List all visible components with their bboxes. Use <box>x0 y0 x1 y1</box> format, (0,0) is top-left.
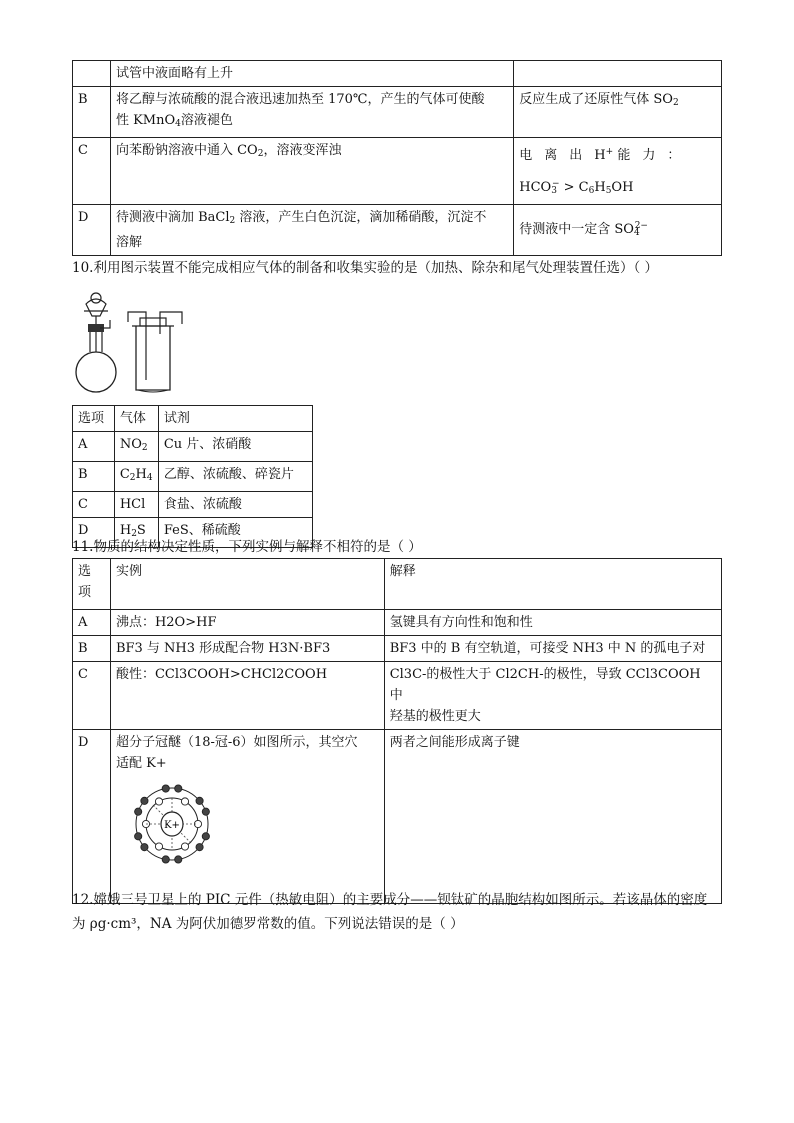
table-row <box>73 205 722 256</box>
crown-ether-icon <box>126 778 218 870</box>
table-row <box>73 462 313 492</box>
table-row <box>73 61 722 87</box>
table-row <box>73 636 722 662</box>
k-ion-label: K+ <box>164 820 180 831</box>
option-cell: A <box>73 610 111 636</box>
ring-atom <box>141 797 148 804</box>
ring-atom <box>175 785 182 792</box>
table-header-row <box>73 559 722 610</box>
header-option: 选项 <box>73 406 115 432</box>
q9-table <box>72 60 722 256</box>
gas-cell: $NO_2$ <box>114 432 158 462</box>
ring-atom <box>202 833 209 840</box>
table-row <box>73 432 313 462</box>
ring-atom <box>135 833 142 840</box>
option-cell: D <box>73 730 111 904</box>
explain-cell: Cl3C-的极性大于 Cl2CH-的极性，导致 CCl3COOH 中 羟基的极性更大 <box>384 662 721 730</box>
ring-atom <box>181 798 188 805</box>
separatory-funnel-flask-icon <box>72 290 192 395</box>
option-cell: C <box>73 662 111 730</box>
table-header-row <box>73 406 313 432</box>
header-explain: 解释 <box>384 559 721 610</box>
conclusion-cell: 电离出H+ 能力： $HCO_3^- > C_6H_5OH$ <box>514 138 722 205</box>
conclusion-cell: 待测液中一定含 $SO_4^{2-}$ <box>514 205 722 256</box>
table-row <box>73 87 722 138</box>
reagent-cell: FeS、稀硫酸 <box>158 518 312 548</box>
experiment-cell: 向苯酚钠溶液中通入 $CO_2$，溶液变浑浊 <box>110 138 513 205</box>
reagent-cell: 食盐、浓硫酸 <box>158 492 312 518</box>
explain-cell: 两者之间能形成离子键 <box>384 730 721 904</box>
option-cell: C <box>73 138 111 205</box>
explain-cell: 氢键具有方向性和饱和性 <box>384 610 721 636</box>
table-row <box>73 662 722 730</box>
header-reagent: 试剂 <box>158 406 312 432</box>
ring-atom <box>202 808 209 815</box>
ring-atom <box>141 844 148 851</box>
gas-cell: $C_2H_4$ <box>114 462 158 492</box>
q10-stem: 10.利用图示装置不能完成相应气体的制备和收集实验的是（加热、除杂和尾气处理装置任选）（ ） <box>72 260 659 276</box>
table-row <box>73 492 313 518</box>
header-gas: 气体 <box>114 406 158 432</box>
q11-stem: 11.物质的结构决定性质，下列实例与解释不相符的是（ ） <box>72 539 422 555</box>
reagent-cell: Cu 片、浓硝酸 <box>158 432 312 462</box>
header-option: 选 项 <box>73 559 111 610</box>
option-cell: C <box>73 492 115 518</box>
table-row <box>73 610 722 636</box>
reagent-cell: 乙醇、浓硫酸、碎瓷片 <box>158 462 312 492</box>
q12-line2: 为 ρg·cm³，NA 为阿伏加德罗常数的值。下列说法错误的是（ ） <box>72 916 464 932</box>
experiment-cell: 试管中液面略有上升 <box>110 61 513 87</box>
ring-atom <box>175 856 182 863</box>
ring-atom <box>155 798 162 805</box>
ring-atom <box>196 797 203 804</box>
experiment-cell: 将乙醇与浓硫酸的混合液迅速加热至 170℃，产生的气体可使酸 性 KMnO$_4$溶液褪色 <box>110 87 513 138</box>
q10-table <box>72 405 313 548</box>
option-cell: B <box>73 87 111 138</box>
example-cell: 沸点：H2O>HF <box>110 610 384 636</box>
ring-atom <box>196 844 203 851</box>
ring-atom <box>181 843 188 850</box>
option-cell: B <box>73 462 115 492</box>
example-cell: 酸性：CCl3COOH>CHCl2COOH <box>110 662 384 730</box>
conclusion-cell <box>514 61 722 87</box>
conclusion-cell: 反应生成了还原性气体 $SO_2$ <box>514 87 722 138</box>
header-example: 实例 <box>110 559 384 610</box>
gas-cell: HCl <box>114 492 158 518</box>
example-cell: BF3 与 NH3 形成配合物 H3N·BF3 <box>110 636 384 662</box>
ring-atom <box>162 785 169 792</box>
option-cell: D <box>73 518 115 548</box>
gas-cell: $H_2S$ <box>114 518 158 548</box>
explain-cell: BF3 中的 B 有空轨道，可接受 NH3 中 N 的孤电子对 <box>384 636 721 662</box>
option-cell: D <box>73 205 111 256</box>
experiment-cell: 待测液中滴加 BaCl$_2$ 溶液，产生白色沉淀，滴加稀硝酸，沉淀不 溶解 <box>110 205 513 256</box>
table-row <box>73 138 722 205</box>
ring-atom <box>135 808 142 815</box>
example-cell: 超分子冠醚（18-冠-6）如图所示，其空穴 适配 K+ <box>110 730 384 904</box>
q12-line1: 12.嫦娥三号卫星上的 PIC 元件（热敏电阻）的主要成分——钡钛矿的晶胞结构如图所示。若该晶体的密度 <box>72 892 708 908</box>
ring-atom <box>155 843 162 850</box>
option-cell <box>73 61 111 87</box>
option-cell: A <box>73 432 115 462</box>
option-cell: B <box>73 636 111 662</box>
ring-atom <box>162 856 169 863</box>
